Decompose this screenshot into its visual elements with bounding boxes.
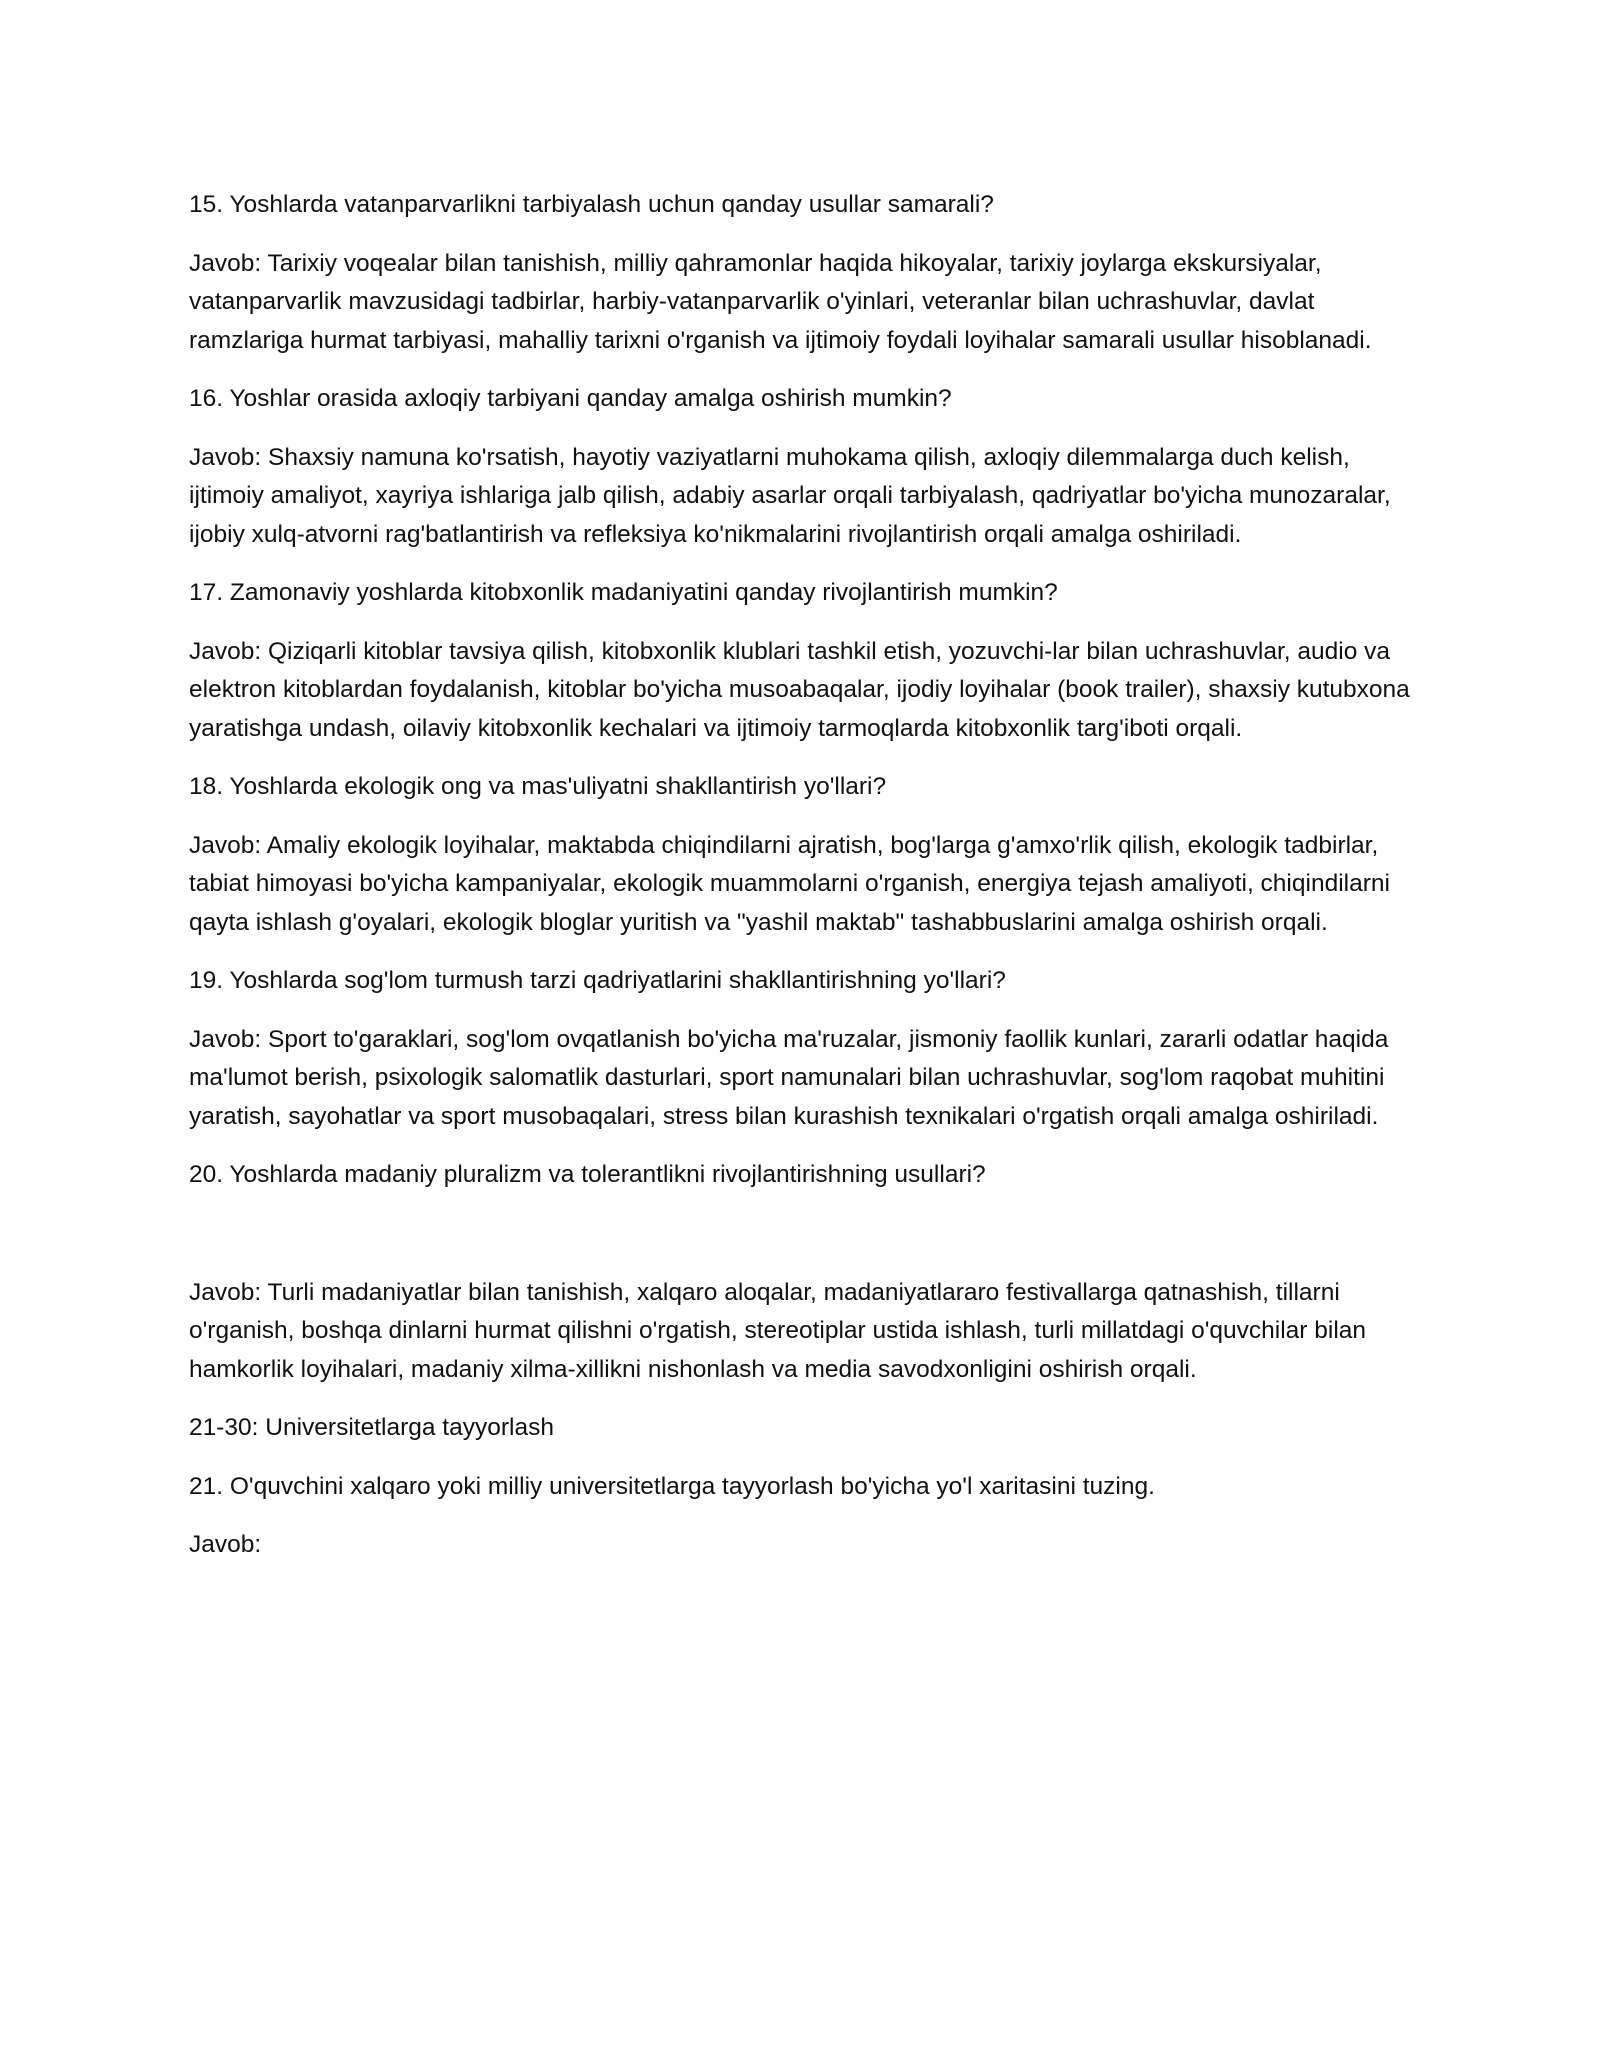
answer-21: Javob: [189,1531,262,1558]
question-20: 20. Yoshlarda madaniy pluralizm va tolerantlikni rivojlantirishning usullari? [189,1161,986,1188]
answer-17: Javob: Qiziqarli kitoblar tavsiya qilish, kitobxonlik klublari tashkil etish, yozuvchi-lar bilan uchrashuvlar, audio va elektron kitoblardan foydalanish, kitoblar bo'yicha musoabaqalar, ijodiy loyihalar (book trailer), shaxsiy kutubxona yaratishga undash, oilaviy kitobxonlik kechalari va ijtimoiy tarmoqlarda kitobxonlik targ'iboti orqali. [189,637,1410,742]
question-18: 18. Yoshlarda ekologik ong va mas'uliyatni shakllantirish yo'llari? [189,773,887,800]
question-21: 21. O'quvchini xalqaro yoki milliy universitetlarga tayyorlash bo'yicha yo'l xaritasini tuzing. [189,1472,1155,1500]
answer-15: Javob: Tarixiy voqealar bilan tanishish, milliy qahramonlar haqida hikoyalar, tarixiy joylarga ekskursiyalar, vatanparvarlik mavzusidagi tadbirlar, harbiy-vatanparvarlik o'yinlari, veteranlar bilan uchrashuvlar, davlat ramzlariga hurmat tarbiyasi, mahalliy tarixni o'rganish va ijtimoiy foydali loyihalar samarali usullar hisoblanadi. [189,249,1372,354]
answer-16: Javob: Shaxsiy namuna ko'rsatish, hayotiy vaziyatlarni muhokama qilish, axloqiy dilemmalarga duch kelish, ijtimoiy amaliyot, xayriya ishlariga jalb qilish, adabiy asarlar orqali tarbiyalash, qadriyatlar bo'yicha munozaralar, ijobiy xulq-atvorni rag'batlantirish va refleksiya ko'nikmalarini rivojlantirish orqali amalga oshiriladi. [189,443,1391,548]
question-19: 19. Yoshlarda sog'lom turmush tarzi qadriyatlarini shakllantirishning yo'llari? [189,967,1006,994]
answer-19: Javob: Sport to'garaklari, sog'lom ovqatlanish bo'yicha ma'ruzalar, jismoniy faollik kunlari, zararli odatlar haqida ma'lumot berish, psixologik salomatlik dasturlari, sport namunalari bilan uchrashuvlar, sog'lom raqobat muhitini yaratish, sayohatlar va sport musobaqalari, stress bilan kurashish texnikalari o'rgatish orqali amalga oshiriladi. [189,1025,1389,1130]
answer-20: Javob: Turli madaniyatlar bilan tanishish, xalqaro aloqalar, madaniyatlararo festivallarga qatnashish, tillarni o'rganish, boshqa dinlarni hurmat qilishni o'rgatish, stereotiplar ustida ishlash, turli millatdagi o'quvchilar bilan hamkorlik loyihalari, madaniy xilma-xillikni nishonlash va media savodxonligini oshirish orqali. [189,1278,1367,1383]
document-body [189,186,1424,1585]
question-15: 15. Yoshlarda vatanparvarlikni tarbiyalash uchun qanday usullar samarali? [189,191,994,218]
question-17: 17. Zamonaviy yoshlarda kitobxonlik madaniyatini qanday rivojlantirish mumkin? [189,579,1058,606]
answer-18: Javob: Amaliy ekologik loyihalar, maktabda chiqindilarni ajratish, bog'larga g'amxo'rlik qilish, ekologik tadbirlar, tabiat himoyasi bo'yicha kampaniyalar, ekologik muammolarni o'rganish, energiya tejash amaliyoti, chiqindilarni qayta ishlash g'oyalari, ekologik bloglar yuritish va "yashil maktab" tashabbuslarini amalga oshirish orqali. [189,831,1390,936]
section-heading: 21-30: Universitetlarga tayyorlash [189,1414,554,1441]
question-16: 16. Yoshlar orasida axloqiy tarbiyani qanday amalga oshirish mumkin? [189,385,952,412]
